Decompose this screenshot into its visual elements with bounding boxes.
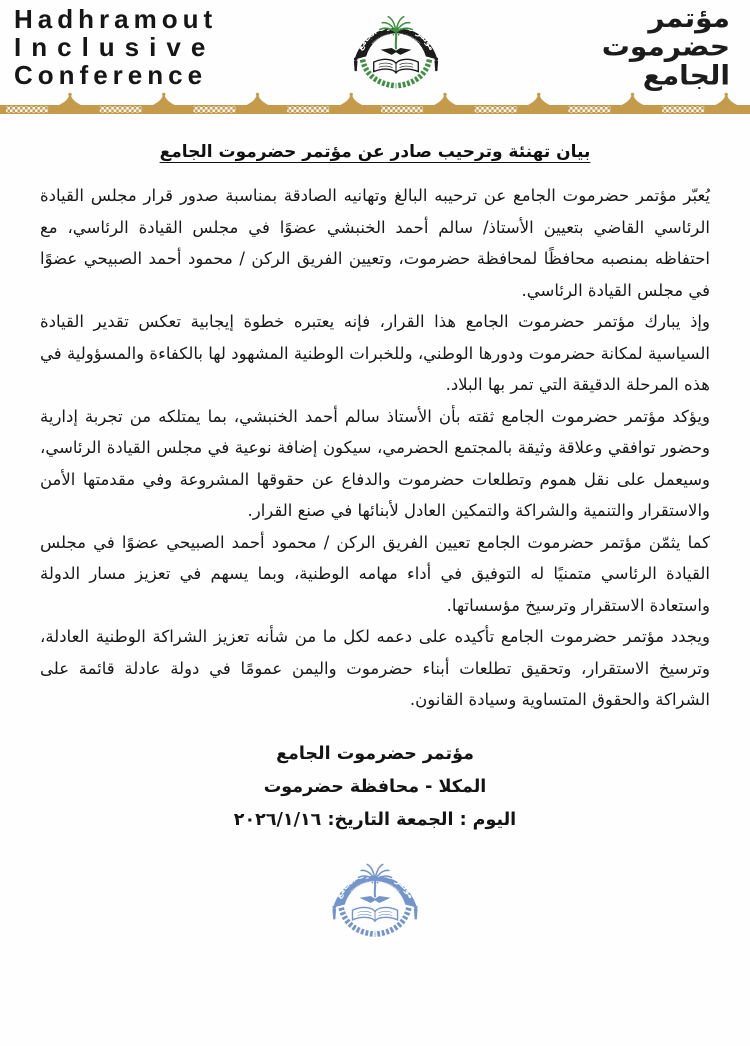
- arabic-title-line: الجامع: [642, 59, 730, 92]
- arabic-title-line: حضرموت: [601, 30, 730, 63]
- signature-organization: مؤتمر حضرموت الجامع: [276, 743, 474, 764]
- statement-paragraph: ويجدد مؤتمر حضرموت الجامع تأكيده على دعمه لكل ما من شأنه تعزيز الشراكة الوطنية العادلة، وترسيخ الاستقرار، وتحقيق تطلعات أبناء حضرموت واليمن عمومًا في دولة عادلة قائمة على الشراكة والحقوق المتساوية وسيادة القانون.: [40, 627, 710, 709]
- english-org-title: [14, 5, 272, 89]
- statement-body: [0, 180, 750, 716]
- statement-paragraph: يُعبّر مؤتمر حضرموت الجامع عن ترحيبه البالغ وتهانيه الصادقة بمناسبة صدور قرار مجلس القيادة الرئاسي القاضي بتعيين الأستاذ/ سالم أحمد الخنبشي عضوًا في مجلس القيادة الرئاسي، مع احتفاظه بمنصبه محافظًا لمحافظة حضرموت، وتعيين الفريق الركن / محمود أحمد الصبيحي عضوًا في مجلس القيادة الرئاسي.: [40, 186, 710, 300]
- statement-title: بيان تهنئة وترحيب صادر عن مؤتمر حضرموت الجامع: [159, 142, 591, 162]
- conference-emblem-icon: [337, 0, 455, 93]
- english-title-line: Inclusive: [14, 32, 216, 62]
- letterhead: [0, 0, 750, 92]
- signature-location: المكلا - محافظة حضرموت: [263, 776, 487, 797]
- arabic-org-title: [490, 1, 736, 92]
- conference-emblem-logo: [337, 0, 455, 97]
- english-title-line: Hadhramout: [14, 4, 218, 34]
- arabic-title-line: مؤتمر: [648, 1, 730, 34]
- statement-paragraph: وإذ يبارك مؤتمر حضرموت الجامع هذا القرار، فإنه يعتبره خطوة إيجابية تعكس تقدير القيادة السياسية لمكانة حضرموت ودورها الوطني، وللخبرات الوطنية المشهود لها بالكفاءة والمسؤولية في هذه المرحلة الدقيقة التي تمر بها البلاد.: [40, 312, 710, 394]
- ornamental-border: [0, 92, 750, 116]
- statement-paragraph: كما يثمّن مؤتمر حضرموت الجامع تعيين الفريق الركن / محمود أحمد الصبيحي عضوًا في مجلس القيادة الرئاسي متمنيًا له التوفيق في أداء مهامه الوطنية، وبما يسهم في تعزيز مسار الدولة واستعادة الاستقرار وترسيخ مؤسساتها.: [40, 532, 710, 615]
- conference-seal-stamp-icon: [323, 843, 427, 943]
- official-stamp: [0, 843, 750, 947]
- signature-date-line: اليوم : الجمعة التاريخ: ٢٠٢٦/١/١٦: [233, 809, 517, 830]
- statement-paragraph: ويؤكد مؤتمر حضرموت الجامع ثقته بأن الأستاذ سالم أحمد الخنبشي، بما يمتلكه من تجربة إدارية وحضور توافقي وعلاقة وثيقة بالمجتمع الحضرمي، سيكون إضافة نوعية في مجلس القيادة الرئاسي، وسيعمل على نقل هموم وتطلعات حضرموت والدفاع عن حقوقها المشروعة وفي مقدمتها الأمن والاستقرار والتنمية والشراكة والتمكين العادل لأبنائها في صنع القرار.: [40, 406, 710, 520]
- english-title-line: Conference: [14, 60, 208, 90]
- signature-block: [0, 738, 750, 837]
